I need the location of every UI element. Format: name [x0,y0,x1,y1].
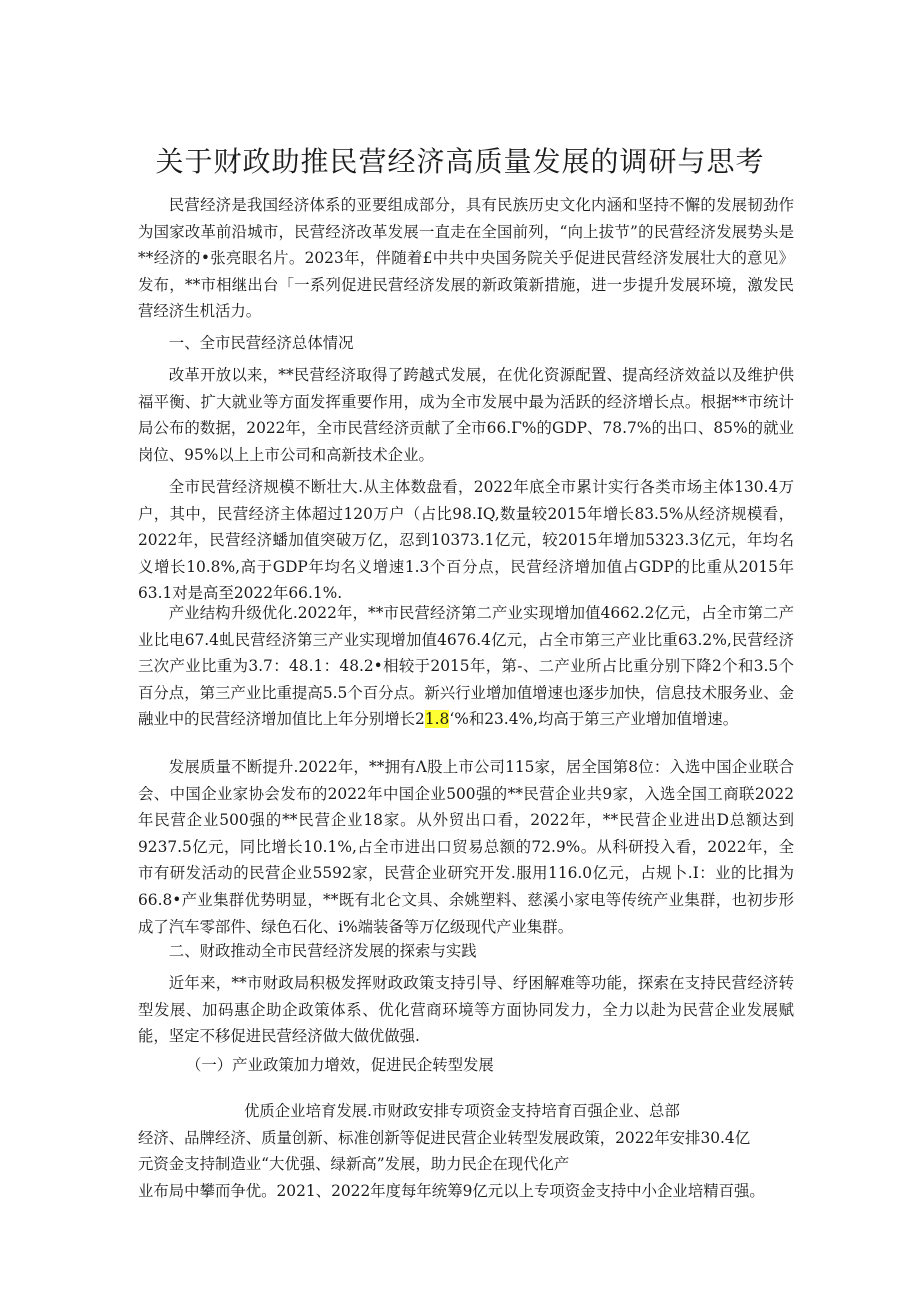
enterprise-line: 业布局中攀而争优。2021、2022年度每年统筹9亿元以上专项资金支持中小企业培精百强。 [138,1181,765,1200]
enterprise-line: 元资金支持制造业“大优强、绿新高”发展，助力民企在现代化产 [138,1155,570,1174]
overview-paragraph: 改革开放以来，**民营经济取得了跨越式发展，在优化资源配置、提高经济效益以及维护供福平衡、扩大就业等方面发挥重要作用，成为全市发展中最为活跃的经济增长点。根据**市统计局公布的数据，2022年，全市民营经济贡献了全市66.Γ%的GDP、78.7%的出口、85%的就业岗位、95%以上上市公司和高新技术企业。 [138,366,794,464]
document-body [138,192,794,1292]
page-title: 关于财政助推民营经济高质量发展的调研与思考 [155,145,765,178]
intro-paragraph: 民营经济是我国经济体系的亚要组成部分，具有民族历史文化内涵和坚持不懈的发展韧劲作为国家改革前沿城市，民营经济改革发展一直走在全国前列，“向上拔节”的民营经济发展势头是**经济的•张亮眼名片。2023年，伴随着£中共中央国务院关乎促进民营经济发展壮大的意见》发布，**市相继出台「一系列促进民营经济发展的新政策新措施，进一步提升发展环境，激发民营经济生机活力。 [138,196,794,321]
structure-text-end: ‘%和23.4%,均高于第三产业增加值增速。 [449,710,739,729]
fiscal-paragraph: 近年来，**市财政局积极发挥财政政策支持引导、纾困解难等功能，探索在支持民营经济转型发展、加码惠企助企政策体系、优化营商环境等方面协同发力，全力以赴为民营企业发展赋能，坚定不移促进民营经济做大做优做强. [138,974,794,1046]
enterprise-line: 经济、品牌经济、质量创新、标准创新等促进民营企业转型发展政策，2022年安排30.4亿 [138,1128,751,1147]
scale-paragraph: 全市民营经济规模不断壮大.从主体数盘看，2022年底全市累计实行各类市场主体130.4万户，其中，民营经济主体超过120万户（占比98.IQ,数量较2015年增长83.5%从经济规模看，2022年，民营经济蟠加值突破万亿，忍到10373.1亿元，较2015年增加5323.3亿元，年均名义增长10.8%,高于GDP年均名义增速1.3个百分点，民营经济增加值占GDP的比重从2015年63.1对是高至2022年66.1%. [138,478,794,603]
structure-paragraph [138,600,794,733]
structure-text: 产业结构升级优化.2022年，**市民营经济第二产业实现增加值4662.2亿元，占全市第二产业比电67.4虬民营经济第三产业实现增加值4676.4亿元，占全市第三产业比重63.2%,民营经济三次产业比重为3.7：48.1：48.2•相较于2015年，第-、二产业所占比重分别下降2个和3.5个百分点，第三产业比重提高5.5个百分点。新兴行业增加值增速也逐步加快，信息技术服务业、金融业中的民营经济增加值比上年分别增长2 [138,604,794,729]
enterprise-line: 优质企业培育发展.市财政安排专项资金支持培育百强企业、总部 [244,1102,680,1120]
quality-paragraph: 发展质量不断提升.2022年，**拥有Λ股上市公司115家，居全国第8位：入选中国企业联合会、中国企业家协会发布的2022年中国企业500强的**民营企业共9家，入选全国工商联2022年民营企业500强的**民营企业18家。从外贸出口看，2022年，**民营企业进出D总额达到9237.5亿元，同比增长10.1%,占全市进出口贸易总额的72.9%。从科研投入看，2022年，全市有研发活动的民营企业5592家，民营企业研究开发.服用116.0亿元，占规卜.I：业的比揖为66.8•产业集群优势明显，**既有北仑文具、余姚塑料、慈溪小家电等传统产业集群，也初步形成了汽车零部件、绿色石化、i%端装备等万亿级现代产业集群。 [138,758,794,936]
section-heading-1: 一、全市民营经济总体情况 [168,334,354,352]
enterprise-paragraph [138,1098,794,1204]
section-heading-2: 二、财政推动全市民营经济发展的探索与实践 [168,942,477,960]
highlighted-text: 1.8 [424,710,450,729]
subsection-heading: （一）产业政策加力增效，促进民企转型发展 [186,1056,494,1074]
